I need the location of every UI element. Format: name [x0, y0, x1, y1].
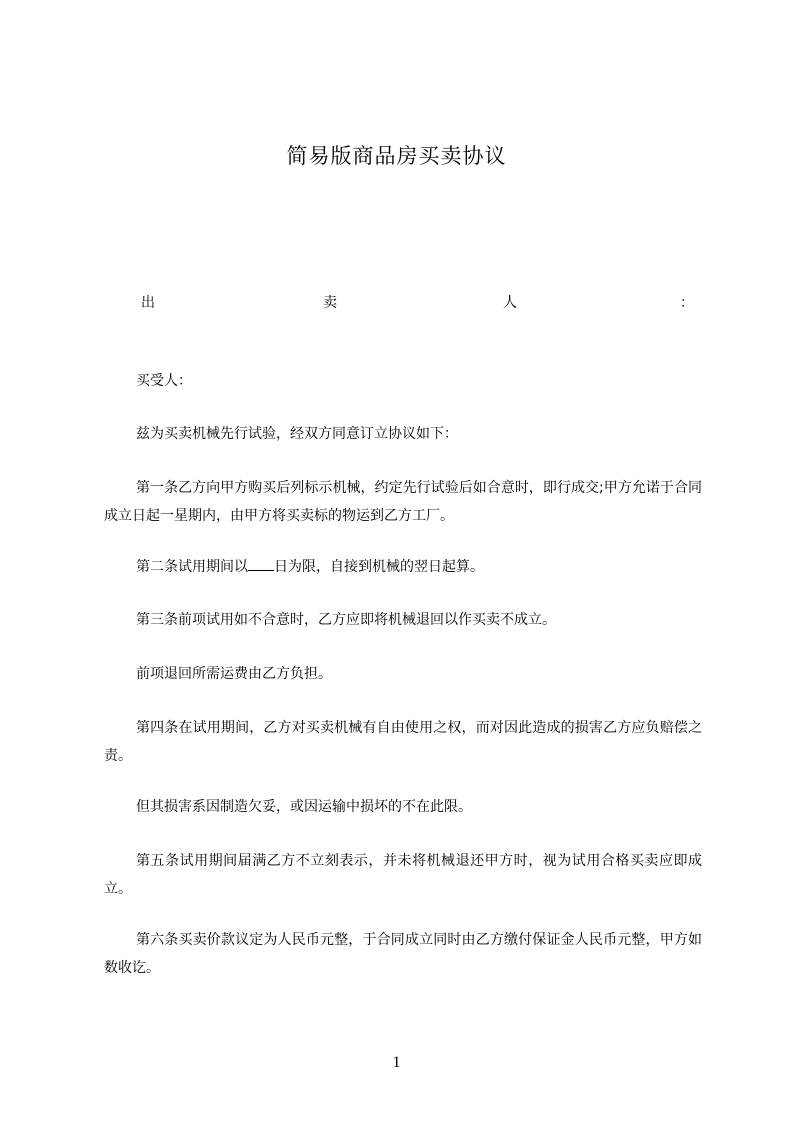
- paragraph-return-cost: 前项退回所需运费由乙方负担。: [136, 666, 332, 682]
- buyer-label: 买受人：: [136, 373, 192, 389]
- paragraph-article-1: 第一条乙方向甲方购买后列标示机械，约定先行试验后如合意时，即行成交;甲方允诺于合同成立日起一星期内，由甲方将买卖标的物运到乙方工厂。: [104, 480, 702, 524]
- seller-char-3: 人: [503, 295, 517, 311]
- article-2-text-before: 第二条试用期间以: [136, 559, 248, 575]
- paragraph-article-4: 第四条在试用期间，乙方对买卖机械有自由使用之权，而对因此造成的损害乙方应负赔偿之责。: [104, 720, 702, 764]
- paragraph-exception: 但其损害系因制造欠妥，或因运输中损坏的不在此限。: [136, 799, 472, 815]
- page-number: 1: [392, 1054, 401, 1071]
- seller-line: [137, 292, 694, 314]
- paragraph-article-3: 第三条前项试用如不合意时，乙方应即将机械退回以作买卖不成立。: [136, 612, 556, 628]
- document-title: 简易版商品房买卖协议: [286, 144, 507, 168]
- paragraph-article-2: [104, 553, 702, 581]
- seller-colon: ：: [680, 295, 694, 311]
- article-2-text-after: 日为限，自接到机械的翌日起算。: [274, 559, 484, 575]
- paragraph-article-5: 第五条试用期间届满乙方不立刻表示，并未将机械退还甲方时，视为试用合格买卖应即成立。: [104, 853, 702, 897]
- paragraph-intro: 兹为买卖机械先行试验，经双方同意订立协议如下：: [136, 426, 458, 442]
- seller-char-2: 卖: [323, 295, 337, 311]
- paragraph-article-6: 第六条买卖价款议定为人民币元整，于合同成立同时由乙方缴付保证金人民币元整，甲方如数收讫。: [104, 932, 702, 976]
- seller-char-1: 出: [141, 295, 155, 311]
- fill-in-blank[interactable]: [248, 556, 274, 571]
